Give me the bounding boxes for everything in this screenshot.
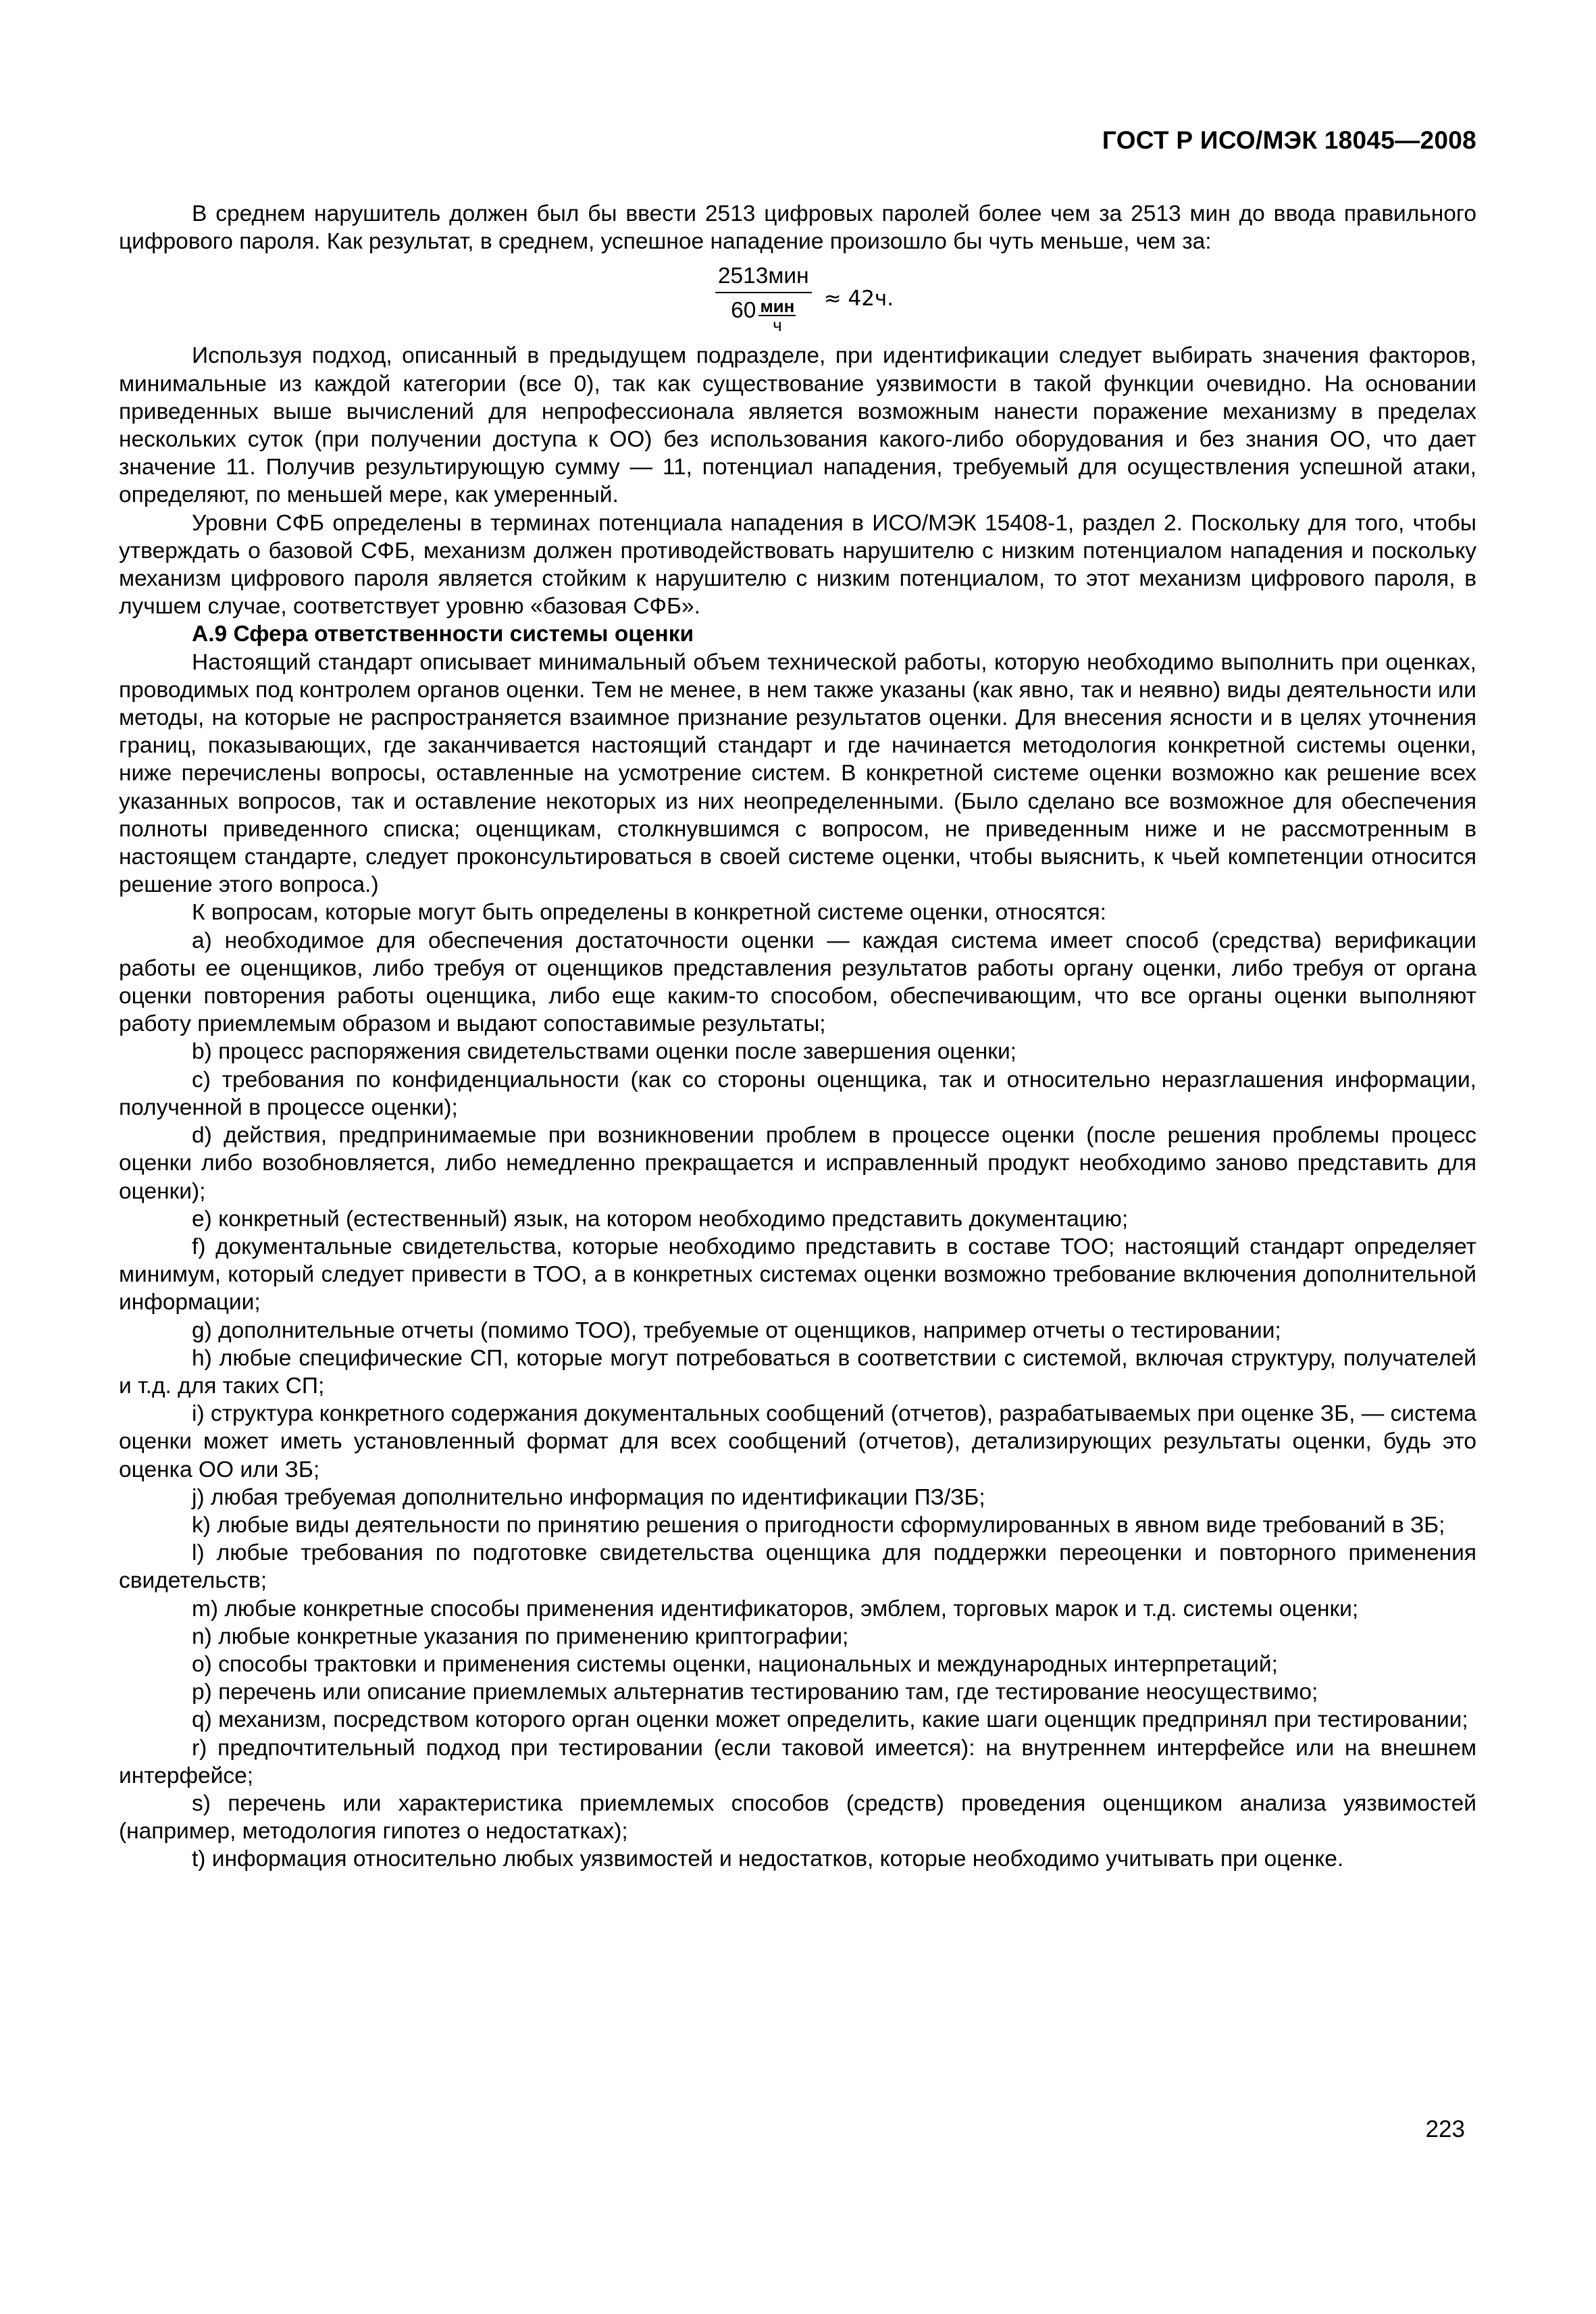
formula-unit-top: мин — [760, 296, 795, 317]
paragraph: Уровни СФБ определены в терминах потенциала нападения в ИСО/МЭК 15408-1, раздел 2. Поскольку для того, чтобы утверждать о базовой СФБ, механизм должен противодействовать нарушителю с низким потенциалом нападения и поскольку механизм цифрового пароля является стойким к нарушителю с низким потенциалом, то этот механизм цифрового пароля, в лучшем случае, соответствует уровню «базовая СФБ». — [119, 510, 1476, 620]
document-body — [119, 200, 1476, 1873]
formula-numerator: 2513мин — [715, 263, 812, 293]
list-item: s) перечень или характеристика приемлемых способов (средств) проведения оценщиком анализа уязвимостей (например, методология гипотез о недостатках); — [119, 1790, 1476, 1844]
list-item: r) предпочтительный подход при тестировании (если таковой имеется): на внутреннем интерфейсе или на внешнем интерфейсе; — [119, 1735, 1476, 1788]
page-number: 223 — [1425, 2116, 1465, 2142]
formula-result: ≈ 42ч. — [823, 286, 894, 311]
formula-unit-bottom: ч — [773, 315, 782, 336]
paragraph: Используя подход, описанный в предыдущем подразделе, при идентификации следует выбирать значения факторов, минимальные из каждой категории (все 0), так как существование уязвимости в такой функции очевидно. На основании приведенных выше вычислений для непрофессионала является возможным нанести поражение механизму в пределах нескольких суток (при получении доступа к ОО) без использования какого-либо оборудования и без знания ОО, что дает значение 11. Получив результирующую сумму — 11, потенциал нападения, требуемый для осуществления успешной атаки, определяют, по меньшей мере, как умеренный. — [119, 343, 1476, 508]
list-item: c) требования по конфиденциальности (как со стороны оценщика, так и относительно неразглашения информации, полученной в процессе оценки); — [119, 1067, 1476, 1120]
list-item: h) любые специфические СП, которые могут потребоваться в соответствии с системой, включая структуру, получателей и т.д. для таких СП; — [119, 1345, 1476, 1399]
section-heading: А.9 Сфера ответственности системы оценки — [192, 622, 694, 647]
formula-denominator-value: 60 — [731, 298, 756, 324]
list-item: b) процесс распоряжения свидетельствами оценки после завершения оценки; — [192, 1039, 1016, 1065]
list-item: g) дополнительные отчеты (помимо ТОО), требуемые от оценщиков, например отчеты о тестировании; — [192, 1317, 1281, 1343]
list-item: p) перечень или описание приемлемых альтернатив тестированию там, где тестирование неосуществимо; — [192, 1680, 1318, 1705]
list-item: l) любые требования по подготовке свидетельства оценщика для поддержки переоценки и повторного применения свидетельств; — [119, 1540, 1476, 1594]
list-item: t) информация относительно любых уязвимостей и недостатков, которые необходимо учитывать при оценке. — [192, 1846, 1344, 1872]
formula-fraction — [715, 263, 812, 334]
list-item: e) конкретный (естественный) язык, на котором необходимо представить документацию; — [192, 1206, 1129, 1232]
list-item: i) структура конкретного содержания документальных сообщений (отчетов), разрабатываемых при оценке ЗБ, — система оценки может иметь установленный формат для всех сообщений (отчетов), детализирующих результаты оценки, будь это оценка ОО или ЗБ; — [119, 1401, 1476, 1482]
list-item: m) любые конкретные способы применения идентификаторов, эмблем, торговых марок и т.д. системы оценки; — [192, 1596, 1359, 1621]
list-item: q) механизм, посредством которого орган оценки может определить, какие шаги оценщик предпринял при тестировании; — [192, 1707, 1468, 1733]
paragraph: К вопросам, которые могут быть определены в конкретной системе оценки, относятся: — [192, 900, 1106, 926]
list-item: a) необходимое для обеспечения достаточности оценки — каждая система имеет способ (средства) верификации работы ее оценщиков, либо требуя от оценщиков представления результатов работы органу оценки, либо требуя от органа оценки повторения работы оценщика, либо еще каким-то способом, обеспечивающим, что все органы оценки выполняют работу приемлемым образом и выдают сопоставимые результаты; — [119, 928, 1476, 1037]
paragraph: Настоящий стандарт описывает минимальный объем технической работы, которую необходимо выполнить при оценках, проводимых под контролем органов оценки. Тем не менее, в нем также указаны (как явно, так и неявно) виды деятельности или методы, на которые не распространяется взаимное признание результатов оценки. Для внесения ясности и в целях уточнения границ, показывающих, где заканчивается настоящий стандарт и где начинается методология конкретной системы оценки, ниже перечислены вопросы, оставленные на усмотрение систем. В конкретной системе оценки возможно как решение всех указанных вопросов, так и оставление некоторых из них неопределенными. (Было сделано все возможное для обеспечения полноты приведенного списка; оценщикам, столкнувшимся с вопросом, не приведенным ниже и не рассмотренным в настоящем стандарте, следует проконсультироваться в своей системе оценки, чтобы выяснить, к чьей компетенции относится решение этого вопроса.) — [119, 649, 1476, 898]
intro-paragraph: В среднем нарушитель должен был бы ввести 2513 цифровых паролей более чем за 2513 мин до ввода правильного цифрового пароля. Как результат, в среднем, успешное нападение произошло бы чуть меньше, чем за: — [119, 201, 1476, 255]
list-item: d) действия, предпринимаемые при возникновении проблем в процессе оценки (после решения проблемы процесс оценки либо возобновляется, либо немедленно прекращается и исправленный продукт необходимо заново представить для оценки); — [119, 1123, 1476, 1204]
formula-unit-fraction — [758, 297, 796, 334]
list-item: k) любые виды деятельности по принятию решения о пригодности сформулированных в явном виде требований в ЗБ; — [192, 1512, 1445, 1538]
formula — [132, 255, 1476, 342]
list-item: j) любая требуемая дополнительно информация по идентификации ПЗ/ЗБ; — [192, 1484, 985, 1510]
list-item: f) документальные свидетельства, которые необходимо представить в составе ТОО; настоящий стандарт определяет минимум, который следует привести в ТОО, а в конкретных системах оценки возможно требование включения дополнительной информации; — [119, 1234, 1476, 1315]
list-item: n) любые конкретные указания по применению криптографии; — [192, 1624, 849, 1649]
document-header: ГОСТ Р ИСО/МЭК 18045—2008 — [1102, 126, 1476, 154]
list-item: o) способы трактовки и применения системы оценки, национальных и международных интерпретаций; — [192, 1651, 1278, 1677]
formula-denominator — [731, 293, 796, 334]
